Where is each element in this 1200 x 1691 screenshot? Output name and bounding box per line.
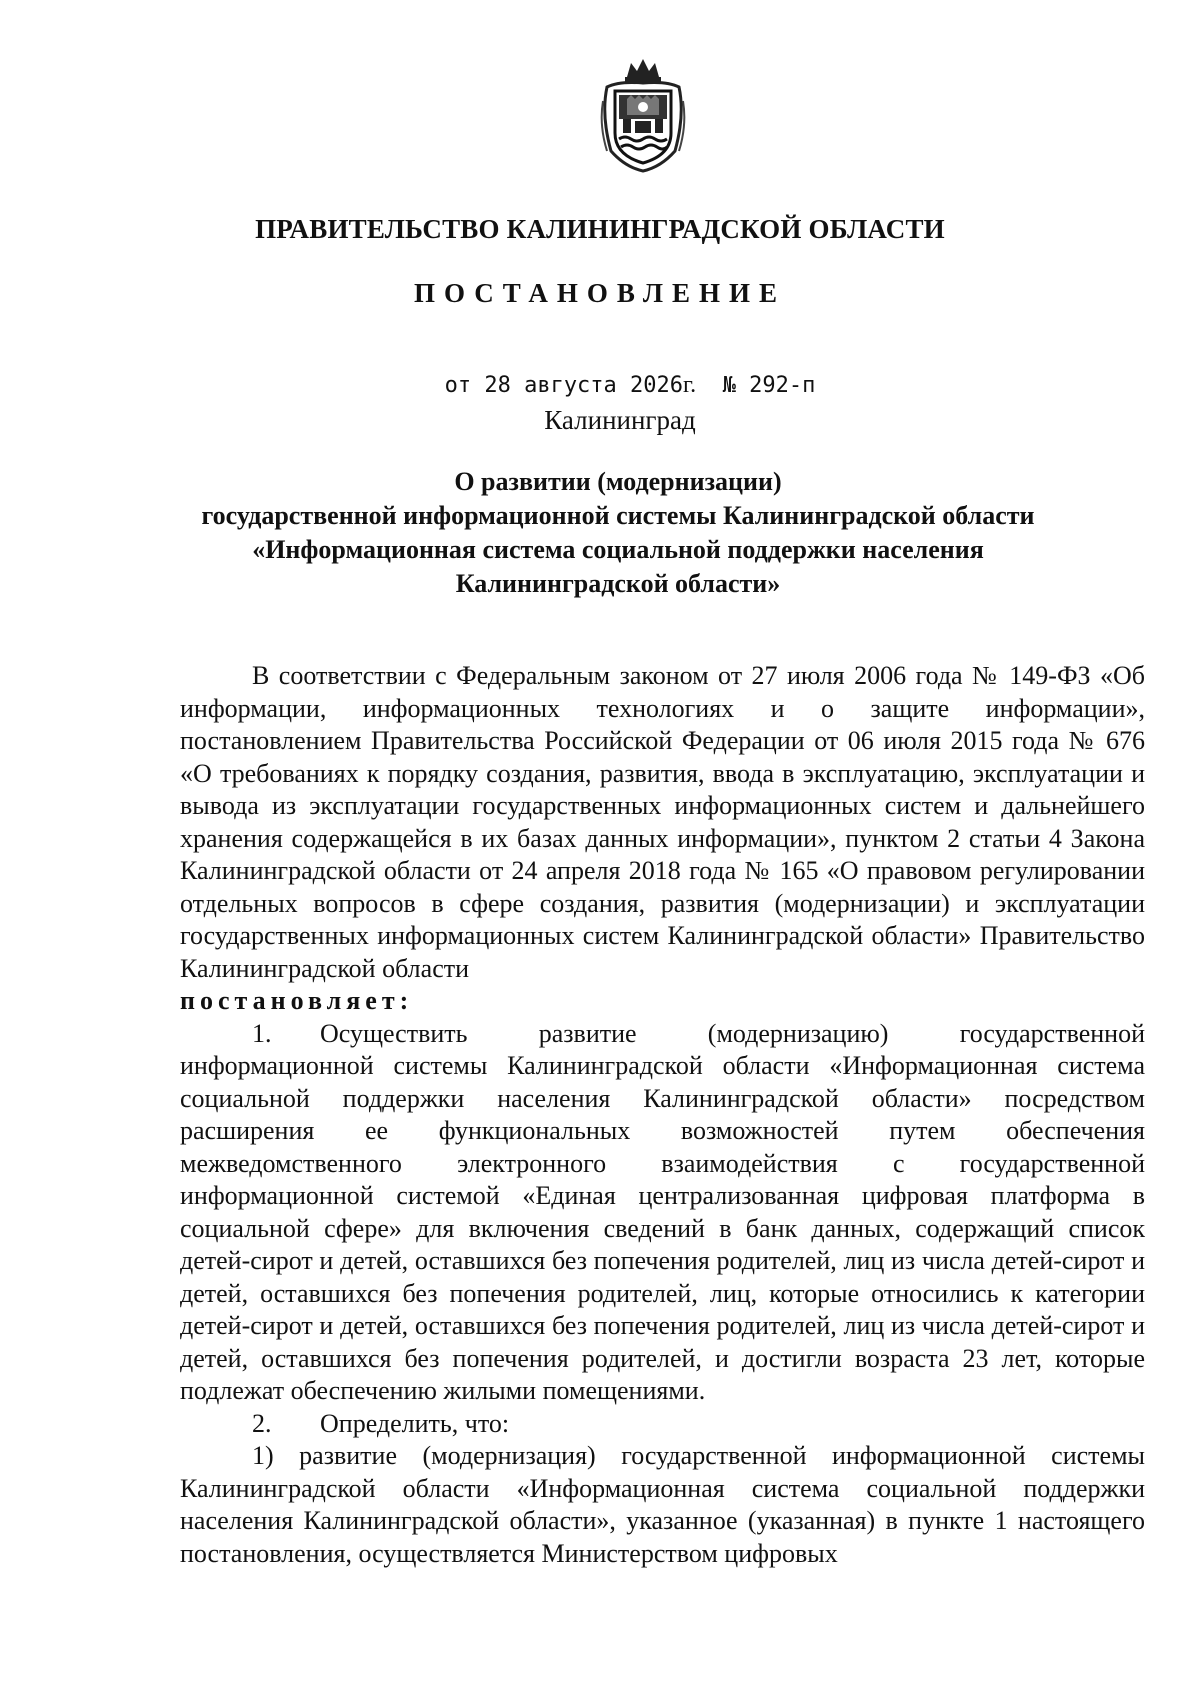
document-body [180,660,1145,1570]
resolves-word: постановляет: [180,986,414,1015]
document-number: № 292-п [722,373,816,398]
item-2 [180,1408,1145,1441]
preamble-paragraph: В соответствии с Федеральным законом от 27 июля 2006 года № 149-ФЗ «Об информации, информационных технологиях и о защите информации», постановлением Правительства Российской Федерации от 06 июля 2015 года № 676 «О требованиях к порядку создания, развития, ввода в эксплуатацию, эксплуатации и вывода из эксплуатации государственных информационных систем и дальнейшего хранения содержащейся в их базах данных информации», пунктом 2 статьи 4 Закона Калининградской области от 24 апреля 2018 года № 165 «О правовом регулировании отдельных вопросов в сфере создания, развития (модернизации) и эксплуатации государственных информационных систем Калининградской области» Правительство Калининградской области [180,661,1145,983]
item-1 [180,1018,1145,1408]
document-type: ПОСТАНОВЛЕНИЕ [413,278,787,308]
document-title [18,465,1200,601]
year-suffix: г. [683,372,697,398]
subitem-1: 1) развитие (модернизация) государственной информационной системы Калининградской области «Информационная система социальной поддержки населения Калининградской области», указанное (указанная) в пункте 1 настоящего постановления, осуществляется Министерством цифровых [180,1441,1145,1568]
government-name: ПРАВИТЕЛЬСТВО КАЛИНИНГРАДСКОЙ ОБЛАСТИ [255,214,945,244]
item-2-text: Определить, что: [320,1408,510,1438]
title-line-2: государственной информационной системы Калининградской области [201,501,1035,530]
document-date: от 28 августа 2026 [444,373,684,398]
date-number-line [0,372,1200,399]
title-line-3: «Информационная система социальной поддержки населения [252,535,984,564]
city: Калининград [544,405,696,435]
coat-of-arms-icon [597,55,689,173]
item-1-text: Осуществить развитие (модернизацию) государственной информационной системы Калининградской области «Информационная система социальной поддержки населения Калининградской области» посредством расширения ее функциональных возможностей путем обеспечения межведомственного электронного взаимодействия с государственной информационной системой «Единая централизованная цифровая платформа в социальной сфере» для включения сведений в банк данных, содержащий список детей-сирот и детей, оставшихся без попечения родителей, лиц из числа детей-сирот и детей, оставшихся без попечения родителей, лиц, которые относились к категории детей-сирот и детей, оставшихся без попечения родителей, лиц из числа детей-сирот и детей, оставшихся без попечения родителей, и достигли возраста 23 лет, которые подлежат обеспечению жилыми помещениями. [180,1018,1145,1405]
title-line-1: О развитии (модернизации) [454,467,782,496]
item-2-number: 2. [252,1408,272,1438]
item-1-number: 1. [252,1018,272,1048]
title-line-4: Калининградской области» [455,569,781,598]
